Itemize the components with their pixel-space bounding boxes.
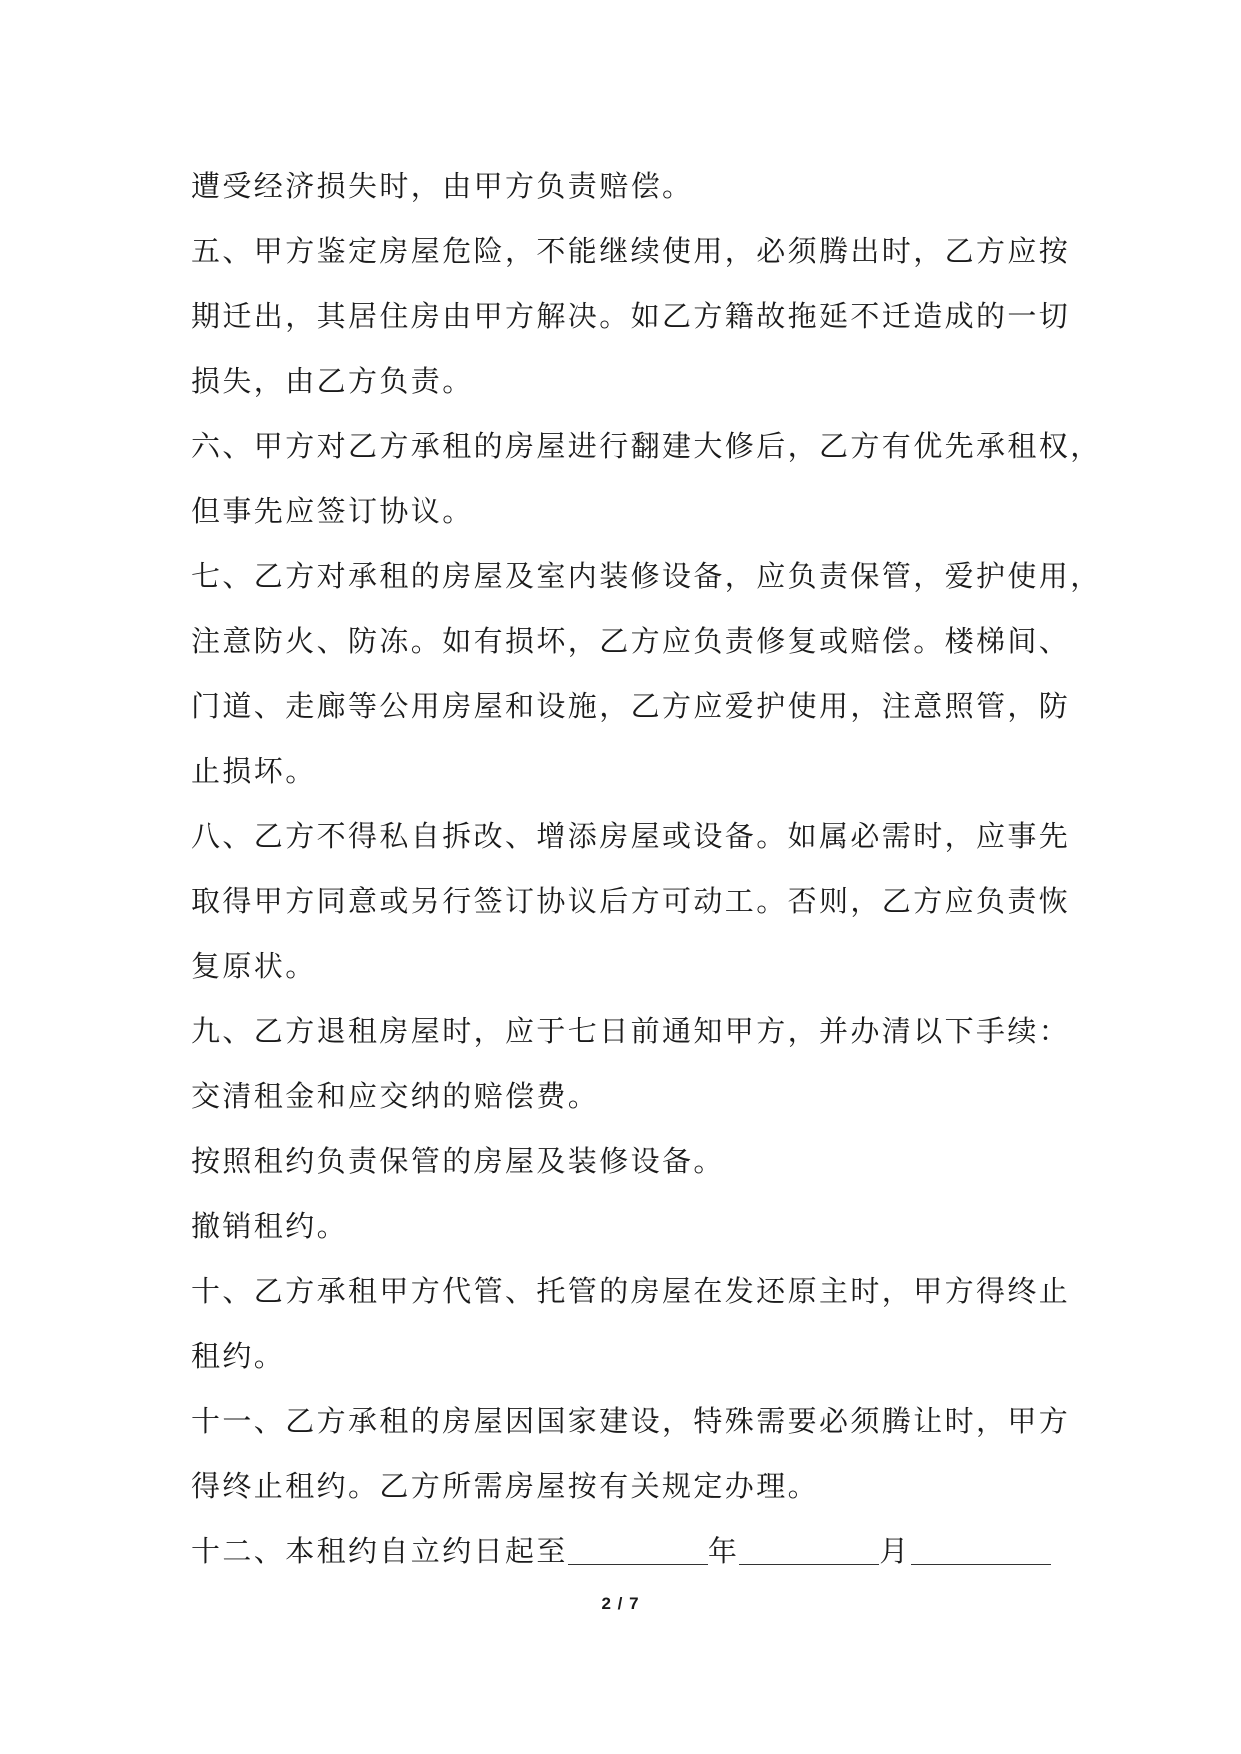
paragraph-line: 取得甲方同意或另行签订协议后方可动工。否则，乙方应负责恢: [191, 884, 1071, 918]
term-clause-prefix: 十二、本租约自立约日起至: [191, 1534, 568, 1568]
month-label: 月: [879, 1534, 911, 1568]
paragraph-line: 五、甲方鉴定房屋危险，不能继续使用，必须腾出时，乙方应按: [191, 234, 1071, 268]
paragraph-line: 损失，由乙方负责。: [191, 364, 474, 398]
paragraph-line: 交清租金和应交纳的赔偿费。: [191, 1079, 600, 1113]
page-number: 2 / 7: [601, 1594, 640, 1613]
paragraph-line: 期迁出，其居住房由甲方解决。如乙方籍故拖延不迁造成的一切: [191, 299, 1071, 333]
year-blank: [568, 1534, 708, 1565]
paragraph-line: 注意防火、防冻。如有损坏，乙方应负责修复或赔偿。楼梯间、: [191, 624, 1071, 658]
paragraph-line: 九、乙方退租房屋时，应于七日前通知甲方，并办清以下手续：: [191, 1014, 1071, 1048]
paragraph-line: 止损坏。: [191, 754, 317, 788]
document-body: [191, 154, 1102, 1584]
paragraph-line: 遭受经济损失时，由甲方负责赔偿。: [191, 169, 694, 203]
paragraph-line: 撤销租约。: [191, 1209, 349, 1243]
month-blank: [739, 1534, 879, 1565]
paragraph-line: 门道、走廊等公用房屋和设施，乙方应爱护使用，注意照管，防: [191, 689, 1071, 723]
year-label: 年: [707, 1534, 740, 1568]
paragraph-line: 六、甲方对乙方承租的房屋进行翻建大修后，乙方有优先承租权，: [191, 429, 1102, 463]
paragraph-line: 八、乙方不得私自拆改、增添房屋或设备。如属必需时，应事先: [191, 819, 1071, 853]
paragraph-line: 但事先应签订协议。: [191, 494, 474, 528]
paragraph-line: 十、乙方承租甲方代管、托管的房屋在发还原主时，甲方得终止: [191, 1274, 1071, 1308]
paragraph-line: 十一、乙方承租的房屋因国家建设，特殊需要必须腾让时，甲方: [191, 1404, 1071, 1438]
paragraph-line: 复原状。: [191, 949, 317, 983]
day-blank: [911, 1534, 1051, 1565]
paragraph-line: 租约。: [191, 1339, 286, 1373]
paragraph-line: 按照租约负责保管的房屋及装修设备。: [191, 1144, 725, 1178]
term-clause-line: [191, 1519, 1071, 1584]
paragraph-line: 七、乙方对承租的房屋及室内装修设备，应负责保管，爱护使用，: [191, 559, 1102, 593]
paragraph-line: 得终止租约。乙方所需房屋按有关规定办理。: [191, 1469, 820, 1503]
